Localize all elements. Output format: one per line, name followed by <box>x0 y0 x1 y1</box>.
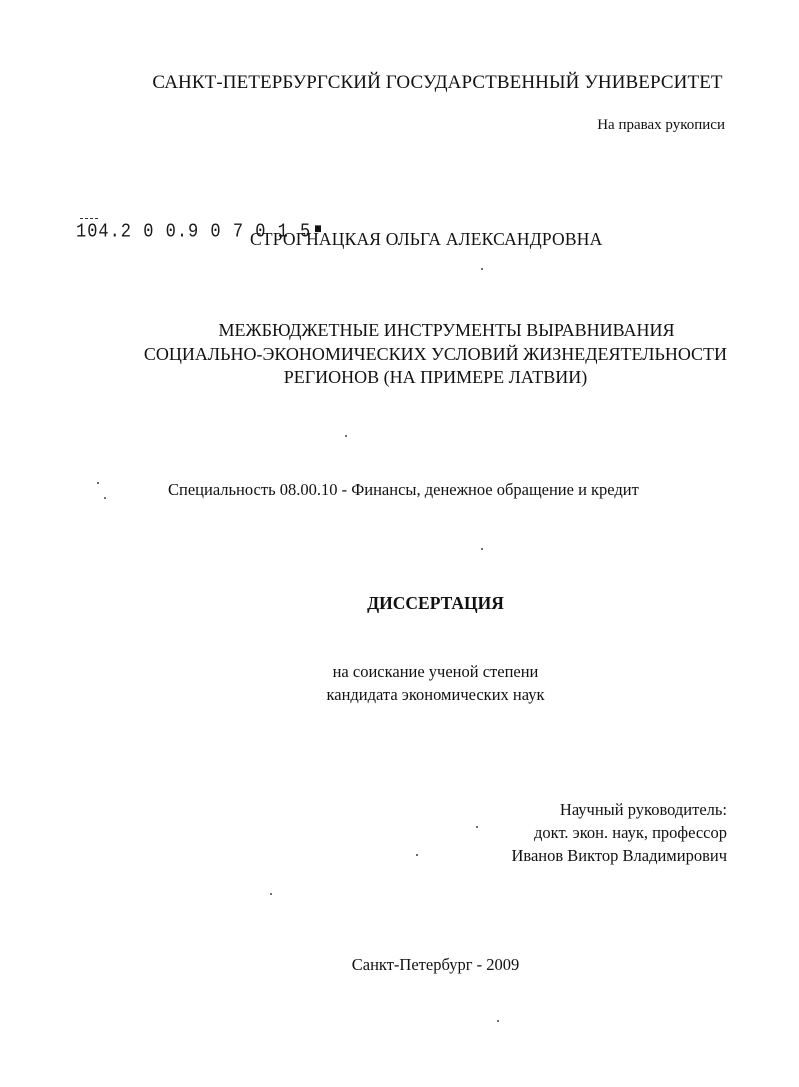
author-name: СТРОГНАЦКАЯ ОЛЬГА АЛЕКСАНДРОВНА <box>250 229 603 249</box>
supervisor-degree: докт. экон. наук, профессор <box>534 823 727 842</box>
supervisor-name: Иванов Виктор Владимирович <box>511 846 727 865</box>
scan-speck <box>497 1020 499 1022</box>
manuscript-note: На правах рукописи <box>597 117 725 133</box>
degree-line: на соискание ученой степени <box>332 662 539 681</box>
university-name: САНКТ-ПЕТЕРБУРГСКИЙ ГОСУДАРСТВЕННЫЙ УНИВЕРСИТЕТ <box>152 72 723 93</box>
degree-line: кандидата экономических наук <box>326 685 545 704</box>
title-line: МЕЖБЮДЖЕТНЫЕ ИНСТРУМЕНТЫ ВЫРАВНИВАНИЯ <box>218 320 675 340</box>
stamp-marker <box>80 218 98 221</box>
scan-speck <box>97 482 99 484</box>
document-type-heading: ДИССЕРТАЦИЯ <box>367 593 504 613</box>
scan-speck <box>481 268 483 270</box>
supervisor-info <box>511 798 727 867</box>
city-year: Санкт-Петербург - 2009 <box>351 955 520 974</box>
scan-speck <box>270 893 272 895</box>
stamp-code-text: 104.2 0 0.9 0 7 0 1 5 <box>76 222 312 244</box>
specialty-line: Специальность 08.00.10 - Финансы, денежное обращение и кредит <box>168 480 639 499</box>
scan-speck <box>104 497 106 499</box>
title-line: СОЦИАЛЬНО-ЭКОНОМИЧЕСКИХ УСЛОВИЙ ЖИЗНЕДЕЯТЕЛЬНОСТИ <box>143 343 728 364</box>
dissertation-title <box>0 319 799 390</box>
scan-speck <box>481 548 483 550</box>
scan-speck <box>476 826 478 828</box>
scan-speck <box>416 854 418 856</box>
supervisor-label: Научный руководитель: <box>559 800 727 819</box>
degree-statement <box>0 660 799 706</box>
title-line: РЕГИОНОВ (НА ПРИМЕРЕ ЛАТВИИ) <box>283 367 588 387</box>
scan-speck <box>345 435 347 437</box>
